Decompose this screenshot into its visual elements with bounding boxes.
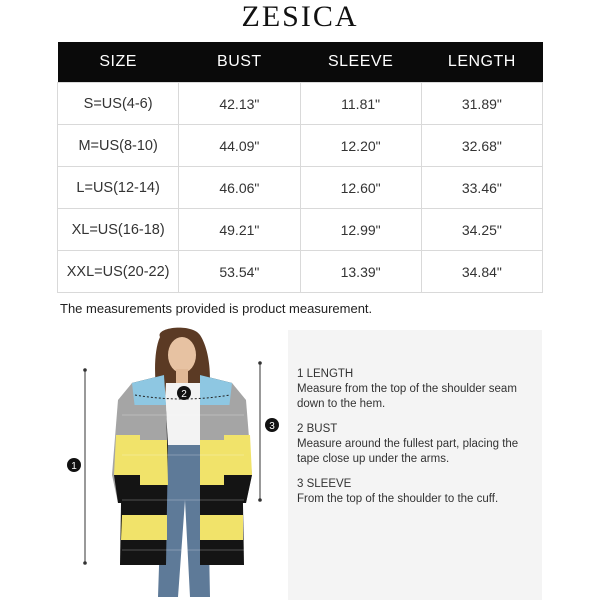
- length-guide: [297, 367, 542, 412]
- bust-guide-title: 2 BUST: [297, 423, 338, 435]
- bust-cell: 44.09": [179, 125, 300, 167]
- bust-cell: 53.54": [179, 251, 300, 293]
- neck: [176, 369, 188, 383]
- header-bust: BUST: [179, 42, 300, 83]
- size-cell: XL=US(16-18): [58, 209, 179, 251]
- sleeve-cell: 11.81": [300, 83, 421, 125]
- bust-guide-desc: Measure around the fullest part, placing the tape close up under the arms.: [297, 438, 519, 465]
- length-guide-desc: Measure from the top of the shoulder seam down to the hem.: [297, 383, 517, 410]
- length-cell: 34.25": [421, 209, 542, 251]
- sleeve-guide-desc: From the top of the shoulder to the cuff.: [297, 493, 499, 505]
- marker-2-label: 2: [181, 389, 187, 400]
- bust-guide: [297, 422, 542, 467]
- bust-cell: 49.21": [179, 209, 300, 251]
- length-cell: 34.84": [421, 251, 542, 293]
- measurement-guide-panel: [288, 330, 542, 600]
- table-header-row: [58, 42, 543, 83]
- model-photo: [60, 325, 286, 600]
- marker-3-label: 3: [269, 421, 275, 432]
- marker-1-label: 1: [71, 461, 77, 472]
- length-cell: 31.89": [421, 83, 542, 125]
- size-cell: M=US(8-10): [58, 125, 179, 167]
- table-row: [58, 251, 543, 293]
- table-row: [58, 83, 543, 125]
- face: [168, 337, 196, 373]
- sleeve-cell: 13.39": [300, 251, 421, 293]
- table-row: [58, 125, 543, 167]
- size-chart-table: [57, 42, 543, 293]
- brand-logo: ZESICA: [241, 0, 359, 33]
- sleeve-guide-title: 3 SLEEVE: [297, 478, 352, 490]
- bust-cell: 42.13": [179, 83, 300, 125]
- header-size: SIZE: [58, 42, 179, 83]
- sleeve-cell: 12.60": [300, 167, 421, 209]
- table-row: [58, 209, 543, 251]
- length-guide-title: 1 LENGTH: [297, 368, 354, 380]
- measurement-note: The measurements provided is product measurement.: [60, 301, 373, 316]
- size-cell: S=US(4-6): [58, 83, 179, 125]
- size-cell: L=US(12-14): [58, 167, 179, 209]
- length-cell: 32.68": [421, 125, 542, 167]
- sleeve-cell: 12.99": [300, 209, 421, 251]
- sleeve-guide: [297, 477, 498, 507]
- table-row: [58, 167, 543, 209]
- header-length: LENGTH: [421, 42, 542, 83]
- bust-cell: 46.06": [179, 167, 300, 209]
- sleeve-cell: 12.20": [300, 125, 421, 167]
- header-sleeve: SLEEVE: [300, 42, 421, 83]
- length-cell: 33.46": [421, 167, 542, 209]
- size-cell: XXL=US(20-22): [58, 251, 179, 293]
